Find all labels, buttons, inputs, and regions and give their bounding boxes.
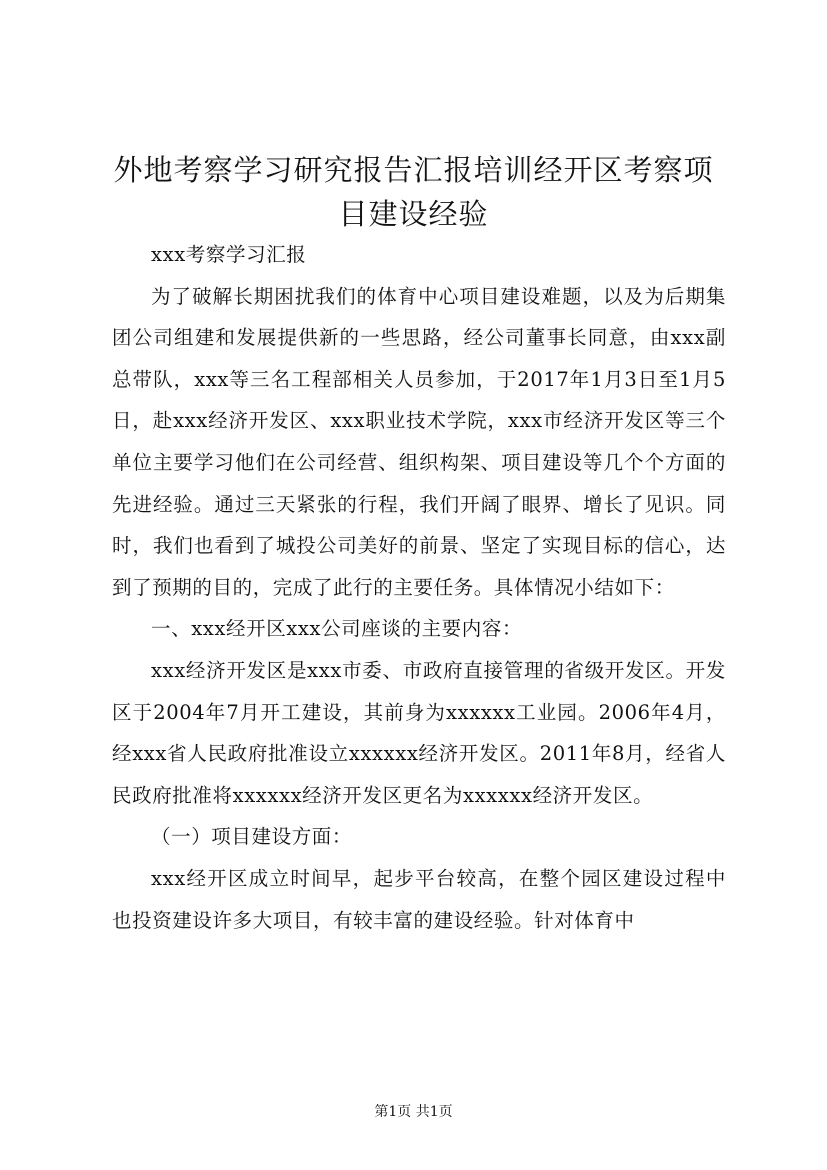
section-heading-1: 一、xxx经开区xxx公司座谈的主要内容： xyxy=(151,617,523,641)
paragraph-introduction: 为了破解长期困扰我们的体育中心项目建设难题，以及为后期集团公司组建和发展提供新的一些思路，经公司董事长同意，由xxx副总带队，xxx等三名工程部相关人员参加，于2017年1月3日至1月5日，赴xxx经济开发区、xxx职业技术学院，xxx市经济开发区等三个单位主要学习他们在公司经营、组织构架、项目建设等几个个方面的先进经验。通过三天紧张的行程，我们开阔了眼界、增长了见识。同时，我们也看到了城投公司美好的前景、坚定了实现目标的信心，达到了预期的目的，完成了此行的主要任务。具体情况小结如下： xyxy=(112,284,726,599)
document-title xyxy=(100,148,727,236)
subsection-heading-1: （一）项目建设方面： xyxy=(151,825,353,849)
paragraph-report-heading: xxx考察学习汇报 xyxy=(151,243,307,266)
document-body xyxy=(112,234,726,941)
title-line-2: 目建设经验 xyxy=(338,197,489,231)
page-footer: 第1页 共1页 xyxy=(374,1104,453,1120)
paragraph-project-construction: xxx经开区成立时间早，起步平台较高，在整个园区建设过程中也投资建设许多大项目，有较丰富的建设经验。针对体育中 xyxy=(112,866,726,932)
title-line-1: 外地考察学习研究报告汇报培训经开区考察项 xyxy=(113,153,714,187)
paragraph-development-zone: xxx经济开发区是xxx市委、市政府直接管理的省级开发区。开发区于2004年7月开工建设，其前身为xxxxxx工业园。2006年4月，经xxx省人民政府批准设立xxxxxx经济开发区。2011年8月，经省人民政府批准将xxxxxx经济开发区更名为xxxxxx经济开发区。 xyxy=(112,658,726,807)
